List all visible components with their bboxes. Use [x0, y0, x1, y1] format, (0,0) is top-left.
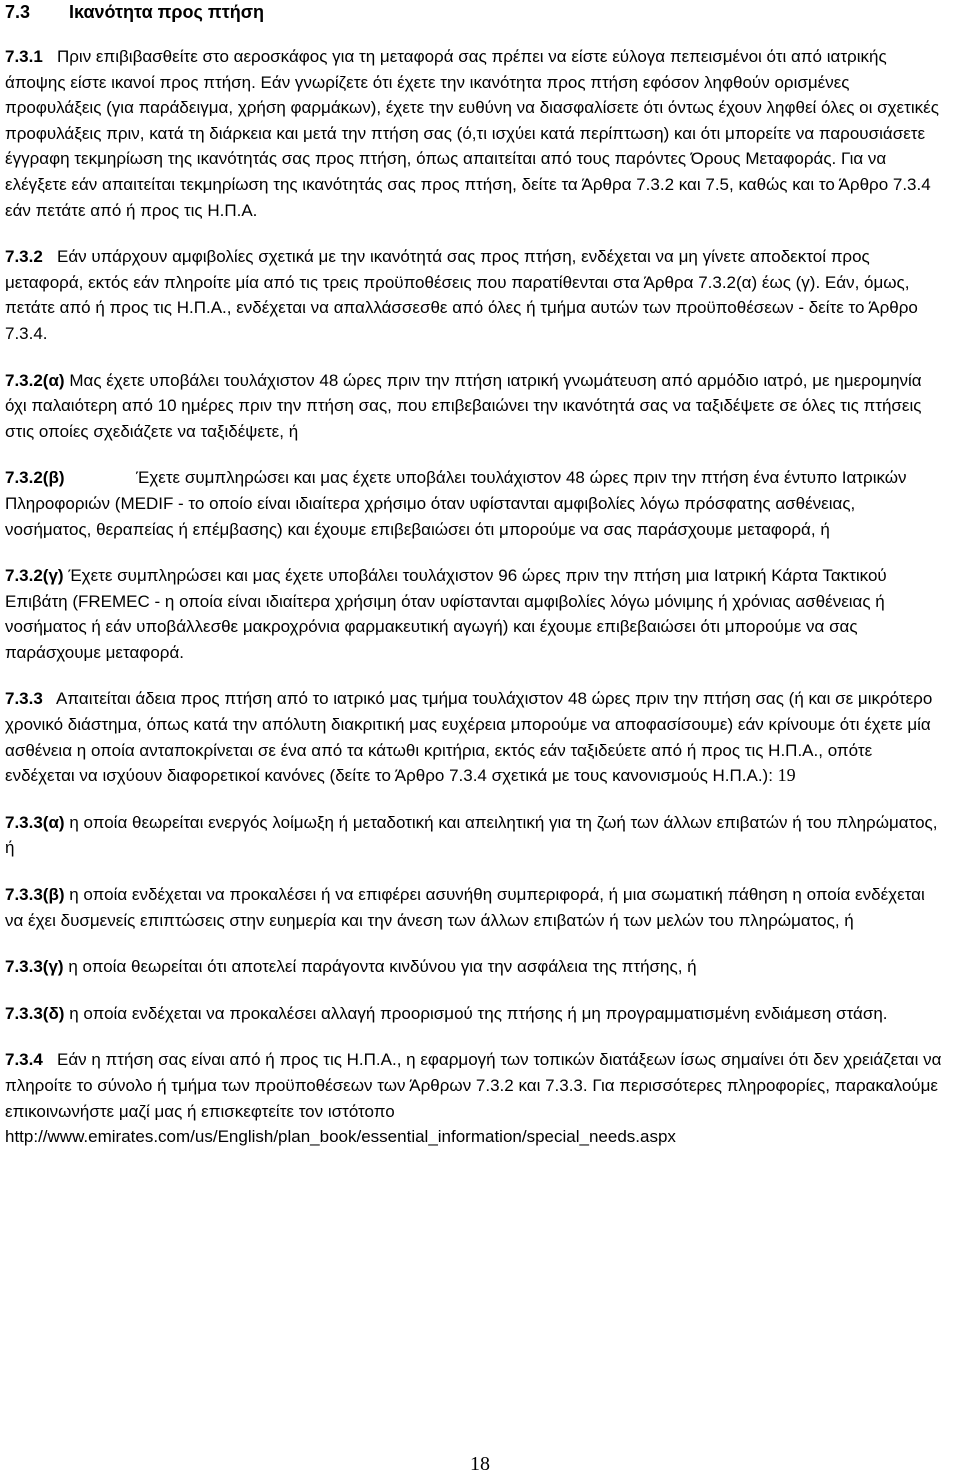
section-title: Ικανότητα προς πτήση	[69, 2, 265, 22]
paragraph-7-3-2a	[5, 368, 944, 445]
paragraph-number: 7.3.3(δ)	[5, 1003, 65, 1023]
paragraph-number: 7.3.3(γ)	[5, 957, 64, 977]
paragraph-number: 7.3.1	[5, 47, 43, 66]
paragraph-number: 7.3.2(α)	[5, 370, 65, 390]
paragraph-text: Έχετε συμπληρώσει και μας έχετε υποβάλει τουλάχιστον 96 ώρες πριν την πτήση μια Ιατρική Κάρτα Τακτικού Επιβάτη (FREMEC - η οποία είναι ιδιαίτερα χρήσιμη όταν υφίστανται αμφιβολίες λόγω μόνιμης ή χρόνιας ασθένειας ή νοσήματος ή εάν υποβάλλεσθε μακροχρόνια φαρμακευτική αγωγή) και έχουμε επιβεβαιώσει ότι μπορούμε να σας παράσχουμε μεταφορά.	[5, 566, 887, 662]
section-heading	[5, 0, 944, 25]
paragraph-7-3-2	[5, 244, 944, 346]
paragraph-text: Εάν η πτήση σας είναι από ή προς τις Η.Π.Α., η εφαρμογή των τοπικών διατάξεων ίσως σημαίνει ότι δεν χρειάζεται να πληροίτε το σύνολο ή τμήμα των προϋποθέσεων των Άρθρων 7.3.2 και 7.3.3. Για περισσότερες πληροφορίες, παρακαλούμε επικοινωνήστε μαζί μας ή επισκεφτείτε τον ιστότοπο	[5, 1050, 942, 1121]
paragraph-number: 7.3.2	[5, 247, 43, 267]
paragraph-7-3-3d	[5, 1001, 944, 1027]
paragraph-7-3-2c	[5, 563, 944, 665]
paragraph-7-3-3a	[5, 810, 944, 861]
paragraph-7-3-3b	[5, 882, 944, 933]
paragraph-7-3-2b	[5, 465, 944, 542]
special-needs-link[interactable]: http://www.emirates.com/us/English/plan_book/essential_information/special_needs.aspx	[5, 1127, 676, 1147]
page-number: 18	[470, 1453, 490, 1475]
paragraph-text: Πριν επιβιβασθείτε στο αεροσκάφος για τη μεταφορά σας πρέπει να είστε εύλογα πεπεισμένοι ότι από ιατρικής άποψης είστε ικανοί προς πτήση. Εάν γνωρίζετε ότι έχετε την ικανότητα προς πτήση εφόσον ληφθούν ορισμένες προφυλάξεις (για παράδειγμα, χρήση φαρμάκων), έχετε την ευθύνη να διασφαλίσετε ότι όντως έχουν ληφθεί όλες οι σχετικές προφυλάξεις πριν, κατά τη διάρκεια και μετά την πτήση σας (ό,τι ισχύει κατά περίπτωση) και ότι μπορείτε να παρουσιάσετε έγγραφη τεκμηρίωση της ικανότητάς σας προς πτήση, όπως απαιτείται από τους παρόντες Όρους Μεταφοράς. Για να ελέγξετε εάν απαιτείται τεκμηρίωση της ικανότητάς σας προς πτήση, δείτε τα Άρθρα 7.3.2 και 7.5, καθώς και το Άρθρο 7.3.4 εάν πετάτε από ή προς τις Η.Π.Α.	[5, 47, 939, 220]
paragraph-7-3-3	[5, 686, 944, 788]
paragraph-number: 7.3.3	[5, 689, 43, 709]
paragraph-number: 7.3.3(α)	[5, 812, 65, 832]
paragraph-7-3-4	[5, 1047, 944, 1149]
paragraph-text: Έχετε συμπληρώσει και μας έχετε υποβάλει τουλάχιστον 48 ώρες πριν την πτήση ένα έντυπο Ιατρικών Πληροφοριών (MEDIF - το οποίο είναι ιδιαίτερα χρήσιμο όταν υφίστανται αμφιβολίες λόγω πρόσφατης ασθένειας, νοσήματος, θεραπείας ή επέμβασης) και έχουμε επιβεβαιώσει ότι μπορούμε να σας παράσχουμε μεταφορά, ή	[5, 468, 907, 539]
paragraph-text: η οποία ενδέχεται να προκαλέσει ή να επιφέρει ασυνήθη συμπεριφορά, ή μια σωματική πάθηση η οποία ενδέχεται να έχει δυσμενείς επιπτώσεις στην ευημερία και την άνεση των άλλων επιβατών ή των μελών του πληρώματος, ή	[5, 885, 925, 930]
paragraph-number: 7.3.2(γ)	[5, 566, 64, 586]
paragraph-text: Απαιτείται άδεια προς πτήση από το ιατρικό μας τμήμα τουλάχιστον 48 ώρες πριν την πτήση σας (ή και σε μικρότερο χρονικό διάστημα, όπως κατά την απόλυτη διακριτική μας ευχέρεια μπορούμε να αποφασίσουμε) εάν κρίνουμε ότι έχετε μία ασθένεια η οποία ανταποκρίνεται σε ένα από τα κάτωθι κριτήρια, εκτός εάν ταξιδεύετε από ή προς τις Η.Π.Α., οπότε ενδέχεται να ισχύουν διαφορετικοί κανόνες (δείτε το Άρθρο 7.3.4 σχετικά με τους κανονισμούς Η.Π.Α.):	[5, 689, 933, 786]
paragraph-number: 7.3.2(β)	[5, 468, 65, 488]
section-number: 7.3	[5, 2, 31, 22]
paragraph-text: η οποία ενδέχεται να προκαλέσει αλλαγή προορισμού της πτήσης ή μη προγραμματισμένη ενδιάμεση στάση.	[69, 1003, 888, 1023]
footnote-marker: 19	[777, 765, 796, 786]
paragraph-text: η οποία θεωρείται ότι αποτελεί παράγοντα κινδύνου για την ασφάλεια της πτήσης, ή	[68, 957, 697, 977]
paragraph-number: 7.3.3(β)	[5, 885, 65, 905]
paragraph-text: Μας έχετε υποβάλει τουλάχιστον 48 ώρες πριν την πτήση ιατρική γνωμάτευση από αρμόδιο ιατρό, με ημερομηνία όχι παλαιότερη από 10 ημέρες πριν την πτήση σας, που επιβεβαιώνει την ικανότητά σας να ταξιδέψετε σε όλες τις πτήσεις στις οποίες σχεδιάζετε να ταξιδέψετε, ή	[5, 370, 922, 441]
paragraph-text: Εάν υπάρχουν αμφιβολίες σχετικά με την ικανότητά σας προς πτήση, ενδέχεται να μη γίνετε αποδεκτοί προς μεταφορά, εκτός εάν πληροίτε μία από τις τρεις προϋποθέσεις που παρατίθενται στα Άρθρα 7.3.2(α) έως (γ). Εάν, όμως, πετάτε από ή προς τις Η.Π.Α., ενδέχεται να απαλλάσσεσθε από όλες ή τμήμα αυτών των προϋποθέσεων - δείτε το Άρθρο 7.3.4.	[5, 247, 918, 343]
paragraph-7-3-1	[5, 44, 944, 223]
paragraph-number: 7.3.4	[5, 1050, 43, 1070]
paragraph-text: η οποία θεωρείται ενεργός λοίμωξη ή μεταδοτική και απειλητική για τη ζωή των άλλων επιβατών ή του πληρώματος, ή	[5, 812, 938, 858]
paragraph-7-3-3c	[5, 954, 944, 980]
